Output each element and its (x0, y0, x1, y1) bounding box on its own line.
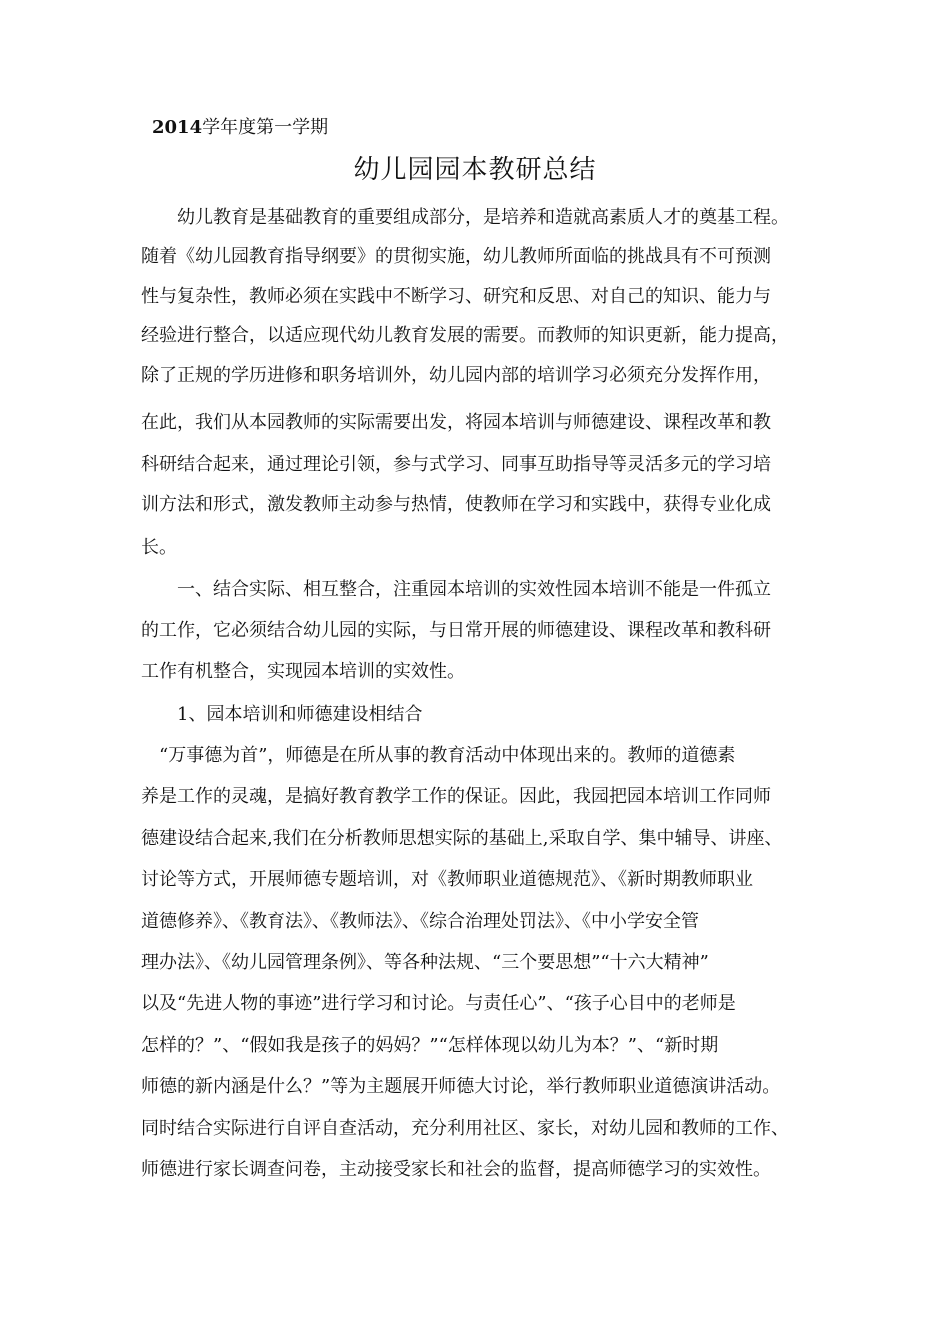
paragraph-line: 经验进行整合，以适应现代幼儿教育发展的需要。而教师的知识更新，能力提高， (141, 325, 789, 346)
paragraph-line: 长。 (141, 537, 177, 558)
paragraph-line: 除了正规的学历进修和职务培训外，幼儿园内部的培训学习必须充分发挥作用， (141, 365, 771, 386)
paragraph-line: 以及“先进人物的事迹”进行学习和讨论。与责任心”、“孩子心目中的老师是 (141, 993, 736, 1014)
paragraph-line: 性与复杂性，教师必须在实践中不断学习、研究和反思、对自己的知识、能力与 (141, 286, 771, 307)
paragraph-line: 训方法和形式，激发教师主动参与热情，使教师在学习和实践中，获得专业化成 (141, 494, 771, 515)
paragraph-line: 养是工作的灵魂，是搞好教育教学工作的保证。因此，我园把园本培训工作同师 (141, 786, 771, 807)
paragraph-line: 科研结合起来，通过理论引领，参与式学习、同事互助指导等灵活多元的学习培 (141, 454, 771, 475)
term-year: 2014 (152, 117, 203, 138)
paragraph-line: 的工作，它必须结合幼儿园的实际，与日常开展的师德建设、课程改革和教科研 (141, 620, 771, 641)
paragraph-line: “万事德为首”，师德是在所从事的教育活动中体现出来的。教师的道德素 (159, 745, 736, 766)
paragraph-line: 怎样的？”、“假如我是孩子的妈妈？”“怎样体现以幼儿为本？”、“新时期 (141, 1035, 719, 1056)
paragraph-line: 师德进行家长调查问卷，主动接受家长和社会的监督，提高师德学习的实效性。 (141, 1159, 771, 1180)
document-title: 幼儿园园本教研总结 (353, 155, 597, 185)
paragraph-line: 讨论等方式，开展师德专题培训，对《教师职业道德规范》、《新时期教师职业 (141, 869, 753, 890)
term-label: 学年度第一学期 (202, 117, 329, 138)
term-heading (152, 116, 328, 140)
paragraph-line: 同时结合实际进行自评自查活动，充分利用社区、家长，对幼儿园和教师的工作、 (141, 1118, 789, 1139)
paragraph-line: 师德的新内涵是什么？”等为主题展开师德大讨论，举行教师职业道德演讲活动。 (141, 1076, 781, 1097)
section-heading: 1、园本培训和师德建设相结合 (177, 704, 423, 725)
paragraph-line: 德建设结合起来,我们在分析教师思想实际的基础上,采取自学、集中辅导、讲座、 (141, 828, 783, 849)
paragraph-line: 在此，我们从本园教师的实际需要出发，将园本培训与师德建设、课程改革和教 (141, 412, 771, 433)
paragraph-line: 道德修养》、《教育法》、《教师法》、《综合治理处罚法》、《中小学安全管 (141, 911, 699, 932)
paragraph-line: 随着《幼儿园教育指导纲要》的贯彻实施，幼儿教师所面临的挑战具有不可预测 (141, 246, 771, 267)
paragraph-line: 幼儿教育是基础教育的重要组成部分，是培养和造就高素质人才的奠基工程。 (177, 207, 789, 228)
paragraph-line: 工作有机整合，实现园本培训的实效性。 (141, 661, 465, 682)
paragraph-line: 一、结合实际、相互整合，注重园本培训的实效性园本培训不能是一件孤立 (177, 579, 771, 600)
paragraph-line: 理办法》、《幼儿园管理条例》、等各种法规、“三个要思想”“十六大精神” (141, 952, 709, 973)
